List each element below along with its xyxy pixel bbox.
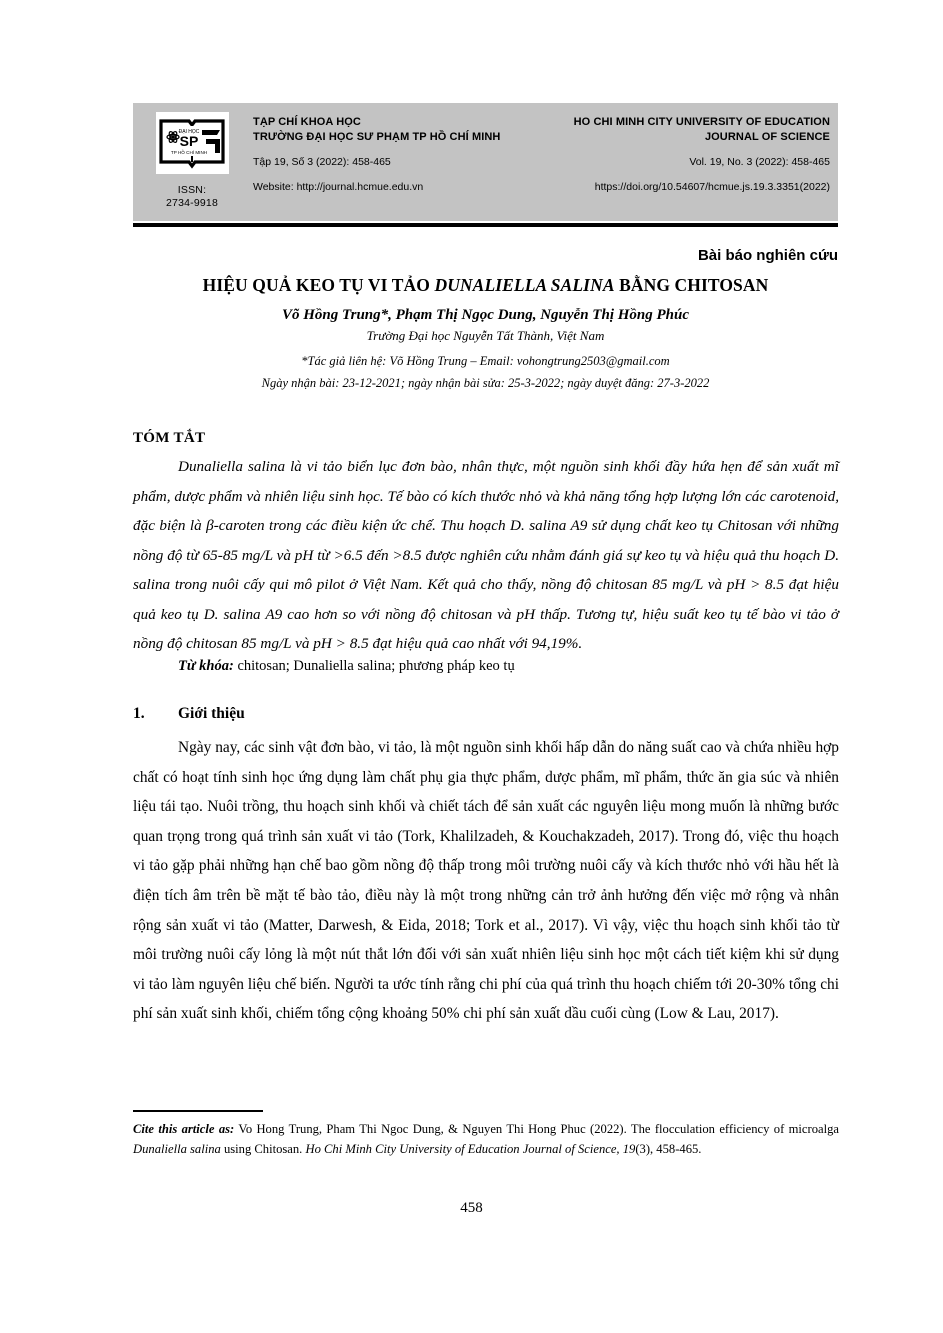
university-book-logo-icon [156, 112, 229, 174]
journal-title-vi-1: TẠP CHÍ KHOA HỌC [253, 116, 361, 128]
cite-species-italic: Dunaliella salina [133, 1141, 221, 1156]
journal-volume-en: Vol. 19, No. 3 (2022): 458-465 [689, 156, 830, 168]
title-species-italic: DUNALIELLA SALINA [434, 275, 615, 295]
section-1-heading: Giới thiệu [178, 705, 245, 722]
author-affiliation: Trường Đại học Nguyễn Tất Thành, Việt Nam [366, 328, 605, 343]
section-1-paragraph: Ngày nay, các sinh vật đơn bào, vi tảo, là một nguồn sinh khối hấp dẫn do năng suất cao và chứa nhiều hợp chất có hoạt tính sinh học ứng dụng làm chất phụ gia thực phẩm, dược phẩm, mĩ phẩm, thức ăn gia súc và nhiên liệu tái tạo. Nuôi trồng, thu hoạch sinh khối và chiết tách để sản xuất các nguyên liệu mong muốn là những bước quan trọng trong quá trình sản xuất vi tảo (Tork, Khalilzadeh, & Kouchakzadeh, 2017). Trong đó, việc thu hoạch vi tảo gặp phải những hạn chế bao gồm nồng độ thấp trong môi trường nuôi cấy và kích thước nhỏ với hầu hết là điện tích âm trên bề mặt tế bào tảo, điều này là một trong những cản trở ảnh hưởng đến việc mở rộng và nhân rộng sản xuất vi tảo (Matter, Darwesh, & Eida, 2018; Tork et al., 2017). Vì vậy, việc thu hoạch sinh khối tảo từ môi trường nuôi cấy lỏng là một nút thắt lớn đối với sản xuất nhiên liệu sinh học một cách tiết kiệm khi sử dụng vi tảo làm nguyên liệu chế biến. Người ta ước tính rằng chi phí của quá trình thu hoạch chiếm tới 20-30% tổng chi phí sản xuất sinh khối, chiếm tổng cộng khoảng 50% chi phí sản xuất dầu cuối cùng (Low & Lau, 2017). [133, 739, 839, 1023]
journal-masthead [133, 103, 838, 221]
keywords-line [133, 655, 839, 677]
page-number: 458 [460, 1200, 483, 1216]
journal-title-en-1: HO CHI MINH CITY UNIVERSITY OF EDUCATION [573, 116, 830, 128]
citation-footnote [133, 1120, 839, 1159]
masthead-divider-rule [133, 223, 838, 227]
cite-label: Cite this article as: [133, 1122, 235, 1136]
cite-segment-3: (3), 458-465. [635, 1141, 702, 1156]
svg-text:ĐẠI HỌC: ĐẠI HỌC [178, 129, 199, 135]
cite-journal-italic: Ho Chi Minh City University of Education Journal of Science, 19 [305, 1141, 636, 1156]
section-1-number: 1. [133, 705, 145, 722]
title-segment-1: HIỆU QUẢ KEO TỤ VI TẢO [202, 275, 435, 295]
corresponding-author-note: *Tác giả liên hệ: Võ Hồng Trung – Email: vohongtrung2503@gmail.com [301, 354, 670, 368]
title-segment-2: BẰNG CHITOSAN [614, 275, 769, 295]
article-type-label: Bài báo nghiên cứu [697, 247, 838, 264]
issn-block [166, 184, 218, 210]
journal-title-en-2: JOURNAL OF SCIENCE [704, 130, 830, 143]
journal-doi-link[interactable]: https://doi.org/10.54607/hcmue.js.19.3.3351(2022) [594, 181, 830, 193]
author-list: Võ Hồng Trung*, Phạm Thị Ngọc Dung, Nguyễn Thị Hồng Phúc [281, 307, 689, 323]
masthead-logo-column [133, 103, 251, 221]
keywords-label: Từ khóa: [178, 658, 234, 674]
abstract-text: Dunaliella salina là vi tảo biển lục đơn bào, nhân thực, một nguồn sinh khối đầy hứa hẹn để sản xuất mĩ phẩm, dược phẩm và nhiên liệu sinh học. Tế bào có kích thước nhỏ và khả năng tổng hợp lượng lớn các carotenoid, đặc biện là β-caroten trong các điều kiện ức chế. Thu hoạch D. salina A9 sử dụng chất keo tụ Chitosan với những nồng độ từ 65-85 mg/L và pH từ >6.5 đến >8.5 được nghiên cứu nhằm đánh giá sự keo tụ và hiệu quả thu hoạch D. salina trong nuôi cấy qui mô pilot ở Việt Nam. Kết quả cho thấy, nồng độ chitosan 85 mg/L và pH > 8.5 đạt hiệu quả keo tụ D. salina A9 cao hơn so với nồng độ chitosan và pH thấp. Tương tự, hiệu suất keo tụ tế bào vi tảo ở nồng độ chitosan 85 mg/L và pH > 8.5 đạt hiệu quả cao nhất với 94,19%. [133, 458, 839, 652]
masthead-vietnamese-column [251, 103, 538, 221]
submission-dates: Ngày nhận bài: 23-12-2021; ngày nhận bài sửa: 25-3-2022; ngày duyệt đăng: 27-3-2022 [261, 376, 710, 390]
cite-segment-2: using Chitosan. [220, 1141, 306, 1156]
page-title [133, 274, 838, 297]
issn-value: 2734-9918 [165, 197, 218, 209]
journal-volume-vi: Tập 19, Số 3 (2022): 458-465 [253, 156, 391, 168]
svg-text:SP: SP [179, 133, 198, 149]
journal-website-link[interactable]: Website: http://journal.hcmue.edu.vn [253, 181, 424, 193]
keywords-value: chitosan; Dunaliella salina; phương pháp keo tụ [233, 658, 515, 674]
cite-segment-1: Vo Hong Trung, Pham Thi Ngoc Dung, & Nguyen Thi Hong Phuc (2022). The flocculation efficiency of microalga [234, 1122, 839, 1136]
masthead-english-column [538, 103, 838, 221]
svg-text:TP HỒ CHÍ MINH: TP HỒ CHÍ MINH [170, 150, 207, 155]
abstract-heading: TÓM TẮT [133, 430, 206, 446]
issn-label: ISSN: [177, 184, 207, 196]
journal-title-vi-2: TRƯỜNG ĐẠI HỌC SƯ PHẠM TP HỒ CHÍ MINH [253, 130, 501, 143]
footnote-separator-rule [133, 1110, 263, 1112]
